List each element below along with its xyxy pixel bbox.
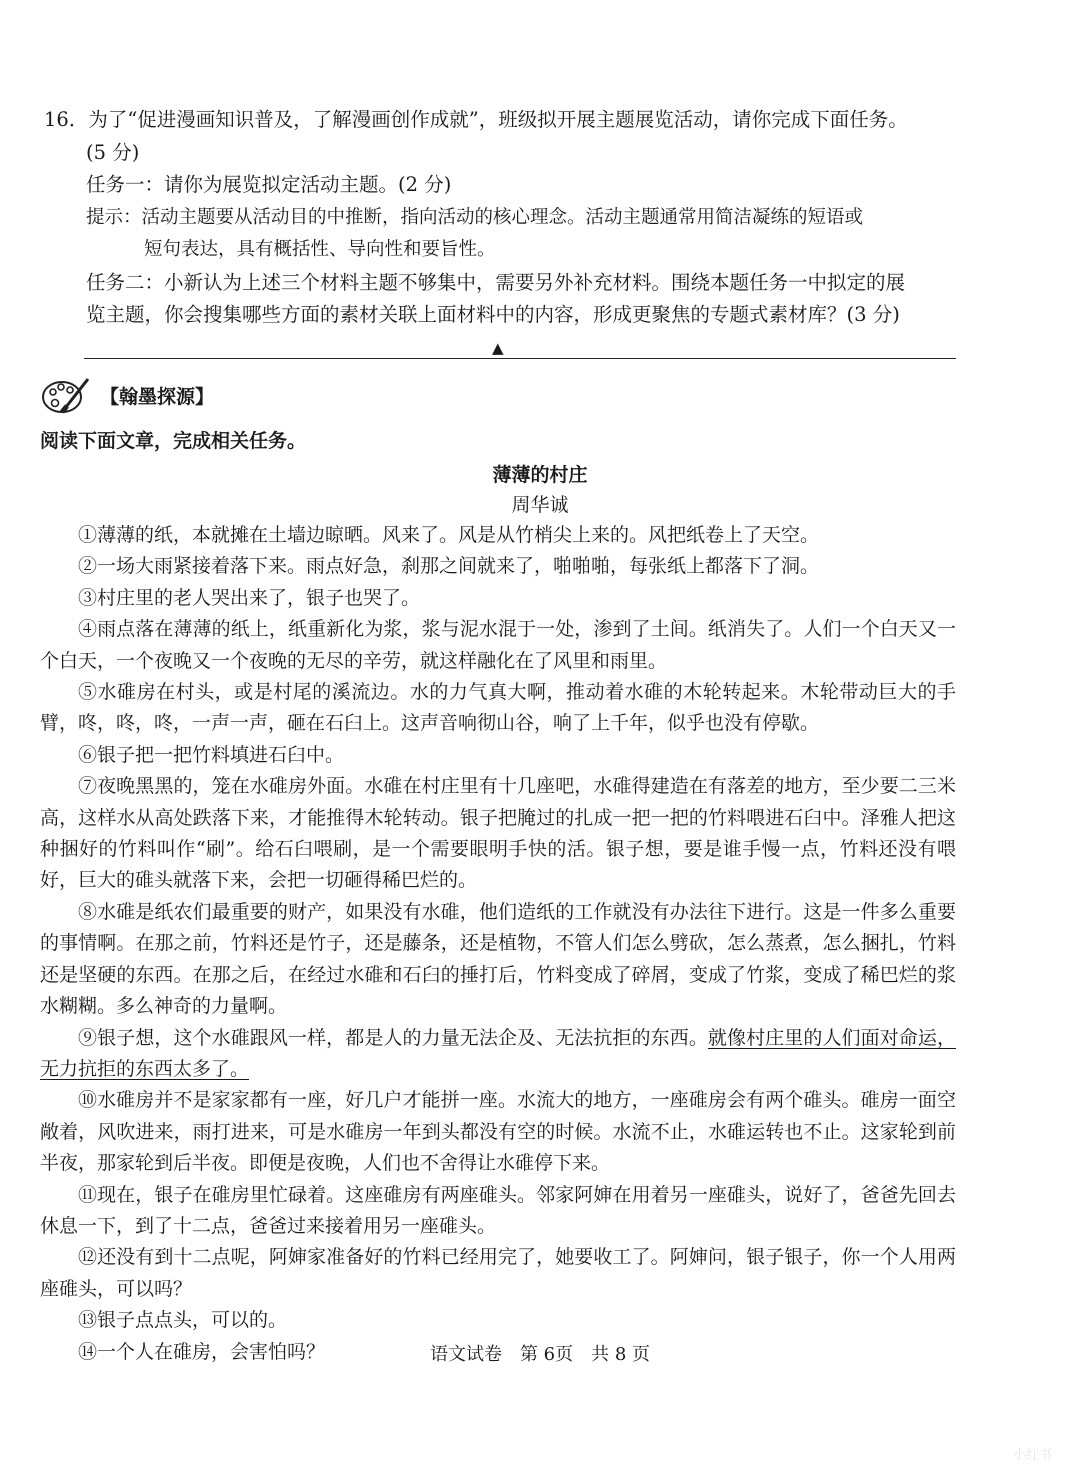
paragraph-2: ②一场大雨紧接着落下来。雨点好急，刹那之间就来了，啪啪啪，每张纸上都落下了洞。: [78, 555, 820, 578]
triangle-icon: ▲: [492, 339, 504, 357]
paragraph-6: ⑥银子把一把竹料填进石臼中。: [78, 743, 345, 766]
article-author: 周华诚: [511, 494, 569, 516]
paragraph-12: ⑫还没有到十二点呢，阿婶家准备好的竹料已经用完了，她要收工了。阿婶问，银子银子，你一个人用两座碓头，可以吗？: [40, 1246, 956, 1300]
page-footer: 语文试卷 第 6页 共 8 页: [429, 1344, 651, 1365]
paragraph-9-text: ⑨银子想，这个水碓跟风一样，都是人的力量无法企及、无法抗拒的东西。: [78, 1026, 708, 1049]
paragraph-3: ③村庄里的老人哭出来了，银子也哭了。: [78, 586, 421, 609]
article-title: 薄薄的村庄: [492, 464, 588, 486]
question-16-score: (5 分): [86, 140, 140, 164]
watermark: 小红书: [1012, 1448, 1052, 1463]
question-16-stem: 16．为了“促进漫画知识普及，了解漫画创作成就”，班级拟开展主题展览活动，请你完成下面任务。: [44, 108, 908, 131]
paragraph-14: ⑭一个人在碓房，会害怕吗？: [78, 1340, 326, 1363]
paragraph-10: ⑩水碓房并不是家家都有一座，好几户才能拼一座。水流大的地方，一座碓房会有两个碓头。碓房一面空敞着，风吹进来，雨打进来，可是水碓房一年到头都没有空的时候。水流不止，水碓运转也不止。这家轮到前半夜，那家轮到后半夜。即便是夜晚，人们也不舍得让水碓停下来。: [40, 1089, 956, 1175]
paragraph-5: ⑤水碓房在村头，或是村尾的溪流边。水的力气真大啊，推动着水碓的木轮转起来。木轮带动巨大的手臂，咚，咚，咚，一声一声，砸在石臼上。这声音响彻山谷，响了上千年，似乎也没有停歇。: [40, 681, 956, 735]
reading-instruction: 阅读下面文章，完成相关任务。: [40, 430, 307, 452]
section-header: [40, 372, 214, 418]
task-two-line-2: 览主题，你会搜集哪些方面的素材关联上面材料中的内容，形成更聚焦的专题式素材库？(3 分): [86, 303, 900, 326]
paragraph-7: ⑦夜晚黑黑的，笼在水碓房外面。水碓在村庄里有十几座吧，水碓得建造在有落差的地方，至少要二三米高，这样水从高处跌落下来，才能推得木轮转动。银子把腌过的扎成一把一把的竹料喂进石臼中。泽雅人把这种捆好的竹料叫作“刷”。给石臼喂刷，是一个需要眼明手快的活。银子想，要是谁手慢一点，竹料还没有喂好，巨大的碓头就落下来，会把一切砸得稀巴烂的。: [40, 775, 956, 892]
section-title: 【翰墨探源】: [100, 385, 215, 408]
task-two-line-1: 任务二：小新认为上述三个材料主题不够集中，需要另外补充材料。围绕本题任务一中拟定的展: [86, 270, 906, 294]
paragraph-13: ⑬银子点点头，可以的。: [78, 1309, 288, 1332]
palette-brush-icon: [40, 373, 92, 417]
paragraph-1: ①薄薄的纸，本就摊在土墙边晾晒。风来了。风是从竹梢尖上来的。风把纸卷上了天空。: [78, 524, 820, 546]
paragraph-4: ④雨点落在薄薄的纸上，纸重新化为浆，浆与泥水混于一处，渗到了土间。纸消失了。人们一个白天又一个白天，一个夜晚又一个夜晚的无尽的辛劳，就这样融化在了风里和雨里。: [40, 618, 956, 672]
paragraph-11: ⑪现在，银子在碓房里忙碌着。这座碓房有两座碓头。邻家阿婶在用着另一座碓头，说好了，爸爸先回去休息一下，到了十二点，爸爸过来接着用另一座碓头。: [40, 1183, 956, 1237]
question-16: [44, 104, 1044, 332]
underlined-sentence: 就像村庄里的人们面对命运，无力抗拒的东西太多了。: [40, 1026, 956, 1080]
hint-line-2: 短句表达，具有概括性、导向性和要旨性。: [144, 239, 496, 260]
hint-line-1: 提示：活动主题要从活动目的中推断，指向活动的核心理念。活动主题通常用简洁凝练的短语或: [86, 206, 864, 228]
task-one: 任务一：请你为展览拟定活动主题。(2 分): [86, 173, 452, 196]
paragraph-9: [40, 1023, 956, 1086]
article-body: [40, 520, 956, 1368]
paragraph-8: ⑧水碓是纸农们最重要的财产，如果没有水碓，他们造纸的工作就没有办法往下进行。这是一件多么重要的事情啊。在那之前，竹料还是竹子，还是藤条，还是植物，不管人们怎么劈砍，怎么蒸煮，怎么捆扎，竹料还是坚硬的东西。在那之后，在经过水碓和石臼的捶打后，竹料变成了碎屑，变成了竹浆，变成了稀巴烂的浆水糊糊。多么神奇的力量啊。: [40, 900, 956, 1018]
answer-divider: [84, 358, 956, 359]
